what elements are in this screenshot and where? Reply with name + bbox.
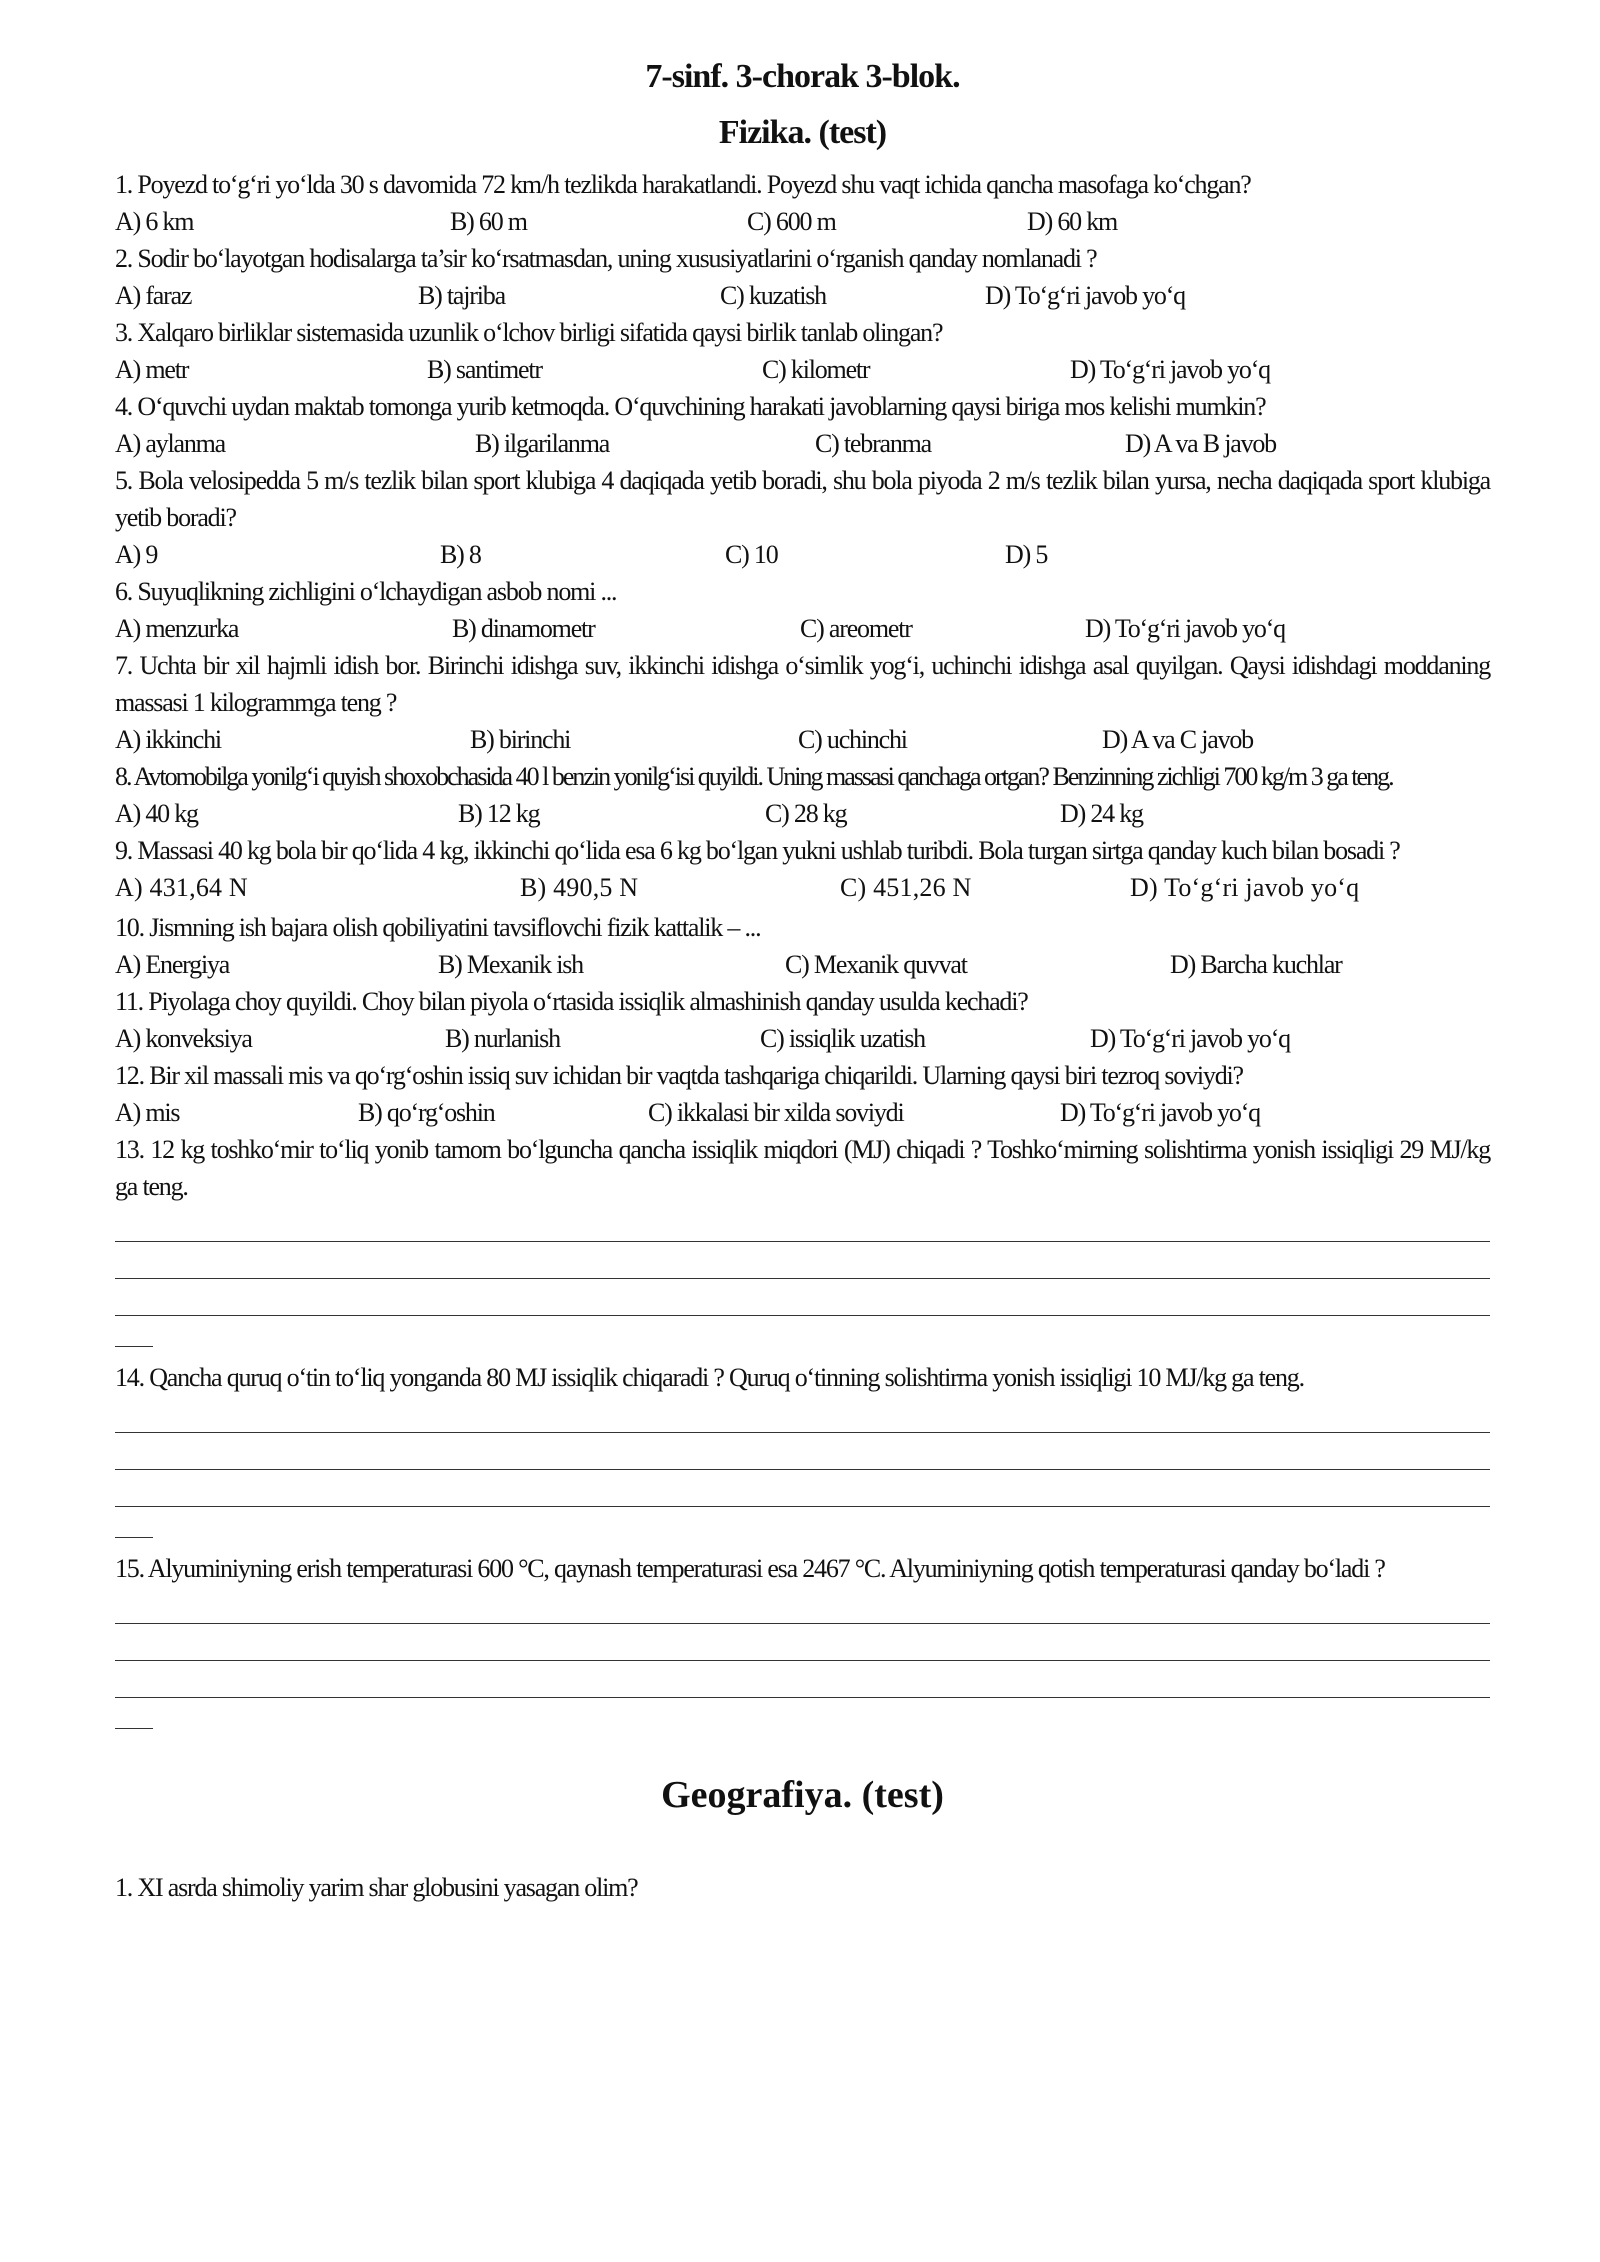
section-title-physics: Fizika. (test) [718, 114, 887, 151]
options-3 [115, 351, 1490, 388]
option-b: B) qo‘rg‘oshin [358, 1098, 495, 1127]
option-d: D) A va B javob [1125, 429, 1276, 458]
option-c: C) 451,26 N [840, 873, 972, 902]
question-14: 14. Qancha quruq o‘tin to‘liq yonganda 80 MJ issiqlik chiqaradi ? Quruq o‘tinning solishtirma yonish issiqligi 10 MJ/kg ga teng. [115, 1363, 1304, 1392]
answer-line [115, 1433, 1490, 1470]
option-c: C) 10 [725, 540, 778, 569]
option-a: A) 9 [115, 540, 158, 569]
option-d: D) To‘g‘ri javob yo‘q [1090, 1024, 1290, 1053]
question-8: 8. Avtomobilga yonilg‘i quyish shoxobchasida 40 l benzin yonilg‘isi quyildi. Uning massasi qanchaga ortgan? Benzinning zichligi 700 kg/m 3 ga teng. [115, 762, 1393, 791]
answer-line-end [115, 1507, 153, 1538]
question-2: 2. Sodir bo‘layotgan hodisalarga ta’sir ko‘rsatmasdan, uning xususiyatlarini o‘rganish qanday nomlanadi ? [115, 244, 1097, 273]
question-6: 6. Suyuqlikning zichligini o‘lchaydigan asbob nomi ... [115, 577, 617, 606]
question-13: 13. 12 kg toshko‘mir to‘liq yonib tamom bo‘lguncha qancha issiqlik miqdori (MJ) chiqadi ? Toshko‘mirning solishtirma yonish issiqligi 29 MJ/kg ga teng. [115, 1135, 1490, 1201]
option-a: A) faraz [115, 281, 192, 310]
option-b: B) dinamometr [452, 614, 595, 643]
option-c: C) ikkalasi bir xilda soviydi [648, 1098, 904, 1127]
question-7: 7. Uchta bir xil hajmli idish bor. Birinchi idishga suv, ikkinchi idishga o‘simlik yog‘i, uchinchi idishga asal quyilgan. Qaysi idishdagi moddaning massasi 1 kilogrammga teng ? [115, 651, 1490, 717]
options-5 [115, 536, 1490, 573]
option-a: A) 6 km [115, 207, 194, 236]
option-b: B) tajriba [418, 281, 505, 310]
option-c: C) Mexanik quvvat [785, 950, 967, 979]
option-b: B) birinchi [470, 725, 571, 754]
question-5: 5. Bola velosipedda 5 m/s tezlik bilan sport klubiga 4 daqiqada yetib boradi, shu bola piyoda 2 m/s tezlik bilan yursa, necha daqiqada sport klubiga yetib boradi? [115, 466, 1490, 532]
option-a: A) konveksiya [115, 1024, 252, 1053]
answer-line [115, 1205, 1490, 1242]
option-a: A) aylanma [115, 429, 226, 458]
option-b: B) nurlanish [445, 1024, 560, 1053]
options-8 [115, 795, 1490, 832]
document-page [115, 58, 1490, 1906]
option-d: D) To‘g‘ri javob yo‘q [1060, 1098, 1260, 1127]
answer-line-end [115, 1316, 153, 1347]
option-c: C) kuzatish [720, 281, 826, 310]
answer-line [115, 1661, 1490, 1698]
page-title: 7-sinf. 3-chorak 3-blok. [645, 58, 960, 95]
answer-line [115, 1624, 1490, 1661]
options-11 [115, 1020, 1490, 1057]
answer-line [115, 1470, 1490, 1507]
answer-line [115, 1396, 1490, 1433]
options-1 [115, 203, 1490, 240]
option-d: D) 24 kg [1060, 799, 1143, 828]
option-c: C) issiqlik uzatish [760, 1024, 925, 1053]
options-7 [115, 721, 1490, 758]
option-b: B) 12 kg [458, 799, 540, 828]
question-3: 3. Xalqaro birliklar sistemasida uzunlik o‘lchov birligi sifatida qaysi birlik tanlab olingan? [115, 318, 943, 347]
option-c: C) kilometr [762, 355, 870, 384]
option-b: B) 8 [440, 540, 481, 569]
option-a: A) 431,64 N [115, 873, 248, 902]
options-10 [115, 946, 1490, 983]
question-9: 9. Massasi 40 kg bola bir qo‘lida 4 kg, ikkinchi qo‘lida esa 6 kg bo‘lgan yukni ushlab turibdi. Bola turgan sirtga qanday kuch bilan bosadi ? [115, 836, 1400, 865]
option-a: A) ikkinchi [115, 725, 221, 754]
option-c: C) 600 m [747, 207, 836, 236]
option-c: C) 28 kg [765, 799, 847, 828]
option-d: D) To‘g‘ri javob yo‘q [1085, 614, 1285, 643]
option-d: D) To‘g‘ri javob yo‘q [1130, 873, 1360, 902]
question-15: 15. Alyuminiyning erish temperaturasi 600 °C, qaynash temperaturasi esa 2467 °C. Alyuminiyning qotish temperaturasi qanday bo‘ladi ? [115, 1554, 1385, 1583]
options-2 [115, 277, 1490, 314]
option-d: D) 60 km [1027, 207, 1118, 236]
option-a: A) 40 kg [115, 799, 198, 828]
option-b: B) santimetr [427, 355, 542, 384]
option-d: D) To‘g‘ri javob yo‘q [1070, 355, 1270, 384]
section-title-geography: Geografiya. (test) [661, 1774, 944, 1816]
option-d: D) To‘g‘ri javob yo‘q [985, 281, 1185, 310]
option-a: A) Energiya [115, 950, 230, 979]
option-a: A) metr [115, 355, 189, 384]
options-9 [115, 869, 1490, 906]
option-a: A) mis [115, 1098, 180, 1127]
answer-line [115, 1242, 1490, 1279]
answer-line [115, 1587, 1490, 1624]
options-12 [115, 1094, 1490, 1131]
answer-lines-15 [115, 1587, 1490, 1729]
option-b: B) 490,5 N [520, 873, 639, 902]
question-4: 4. O‘quvchi uydan maktab tomonga yurib ketmoqda. O‘quvchining harakati javoblarning qaysi biriga mos kelishi mumkin? [115, 392, 1266, 421]
question-10: 10. Jismning ish bajara olish qobiliyatini tavsiflovchi fizik kattalik – ... [115, 913, 761, 942]
option-d: D) Barcha kuchlar [1170, 950, 1342, 979]
option-d: D) A va C javob [1102, 725, 1253, 754]
question-1: 1. Poyezd to‘g‘ri yo‘lda 30 s davomida 72 km/h tezlikda harakatlandi. Poyezd shu vaqt ichida qancha masofaga ko‘chgan? [115, 170, 1251, 199]
option-c: C) areometr [800, 614, 912, 643]
question-12: 12. Bir xil massali mis va qo‘rg‘oshin issiq suv ichidan bir vaqtda tashqariga chiqarildi. Ularning qaysi biri tezroq soviydi? [115, 1061, 1243, 1090]
option-b: B) Mexanik ish [438, 950, 583, 979]
option-b: B) 60 m [450, 207, 527, 236]
option-d: D) 5 [1005, 540, 1048, 569]
option-c: C) uchinchi [798, 725, 907, 754]
option-b: B) ilgarilanma [475, 429, 610, 458]
option-a: A) menzurka [115, 614, 239, 643]
options-4 [115, 425, 1490, 462]
answer-line-end [115, 1698, 153, 1729]
question-11: 11. Piyolaga choy quyildi. Choy bilan piyola o‘rtasida issiqlik almashinish qanday usulda kechadi? [115, 987, 1028, 1016]
options-6 [115, 610, 1490, 647]
answer-line [115, 1279, 1490, 1316]
answer-lines-14 [115, 1396, 1490, 1538]
option-c: C) tebranma [815, 429, 932, 458]
geography-question-1: 1. XI asrda shimoliy yarim shar globusini yasagan olim? [115, 1873, 638, 1902]
answer-lines-13 [115, 1205, 1490, 1347]
